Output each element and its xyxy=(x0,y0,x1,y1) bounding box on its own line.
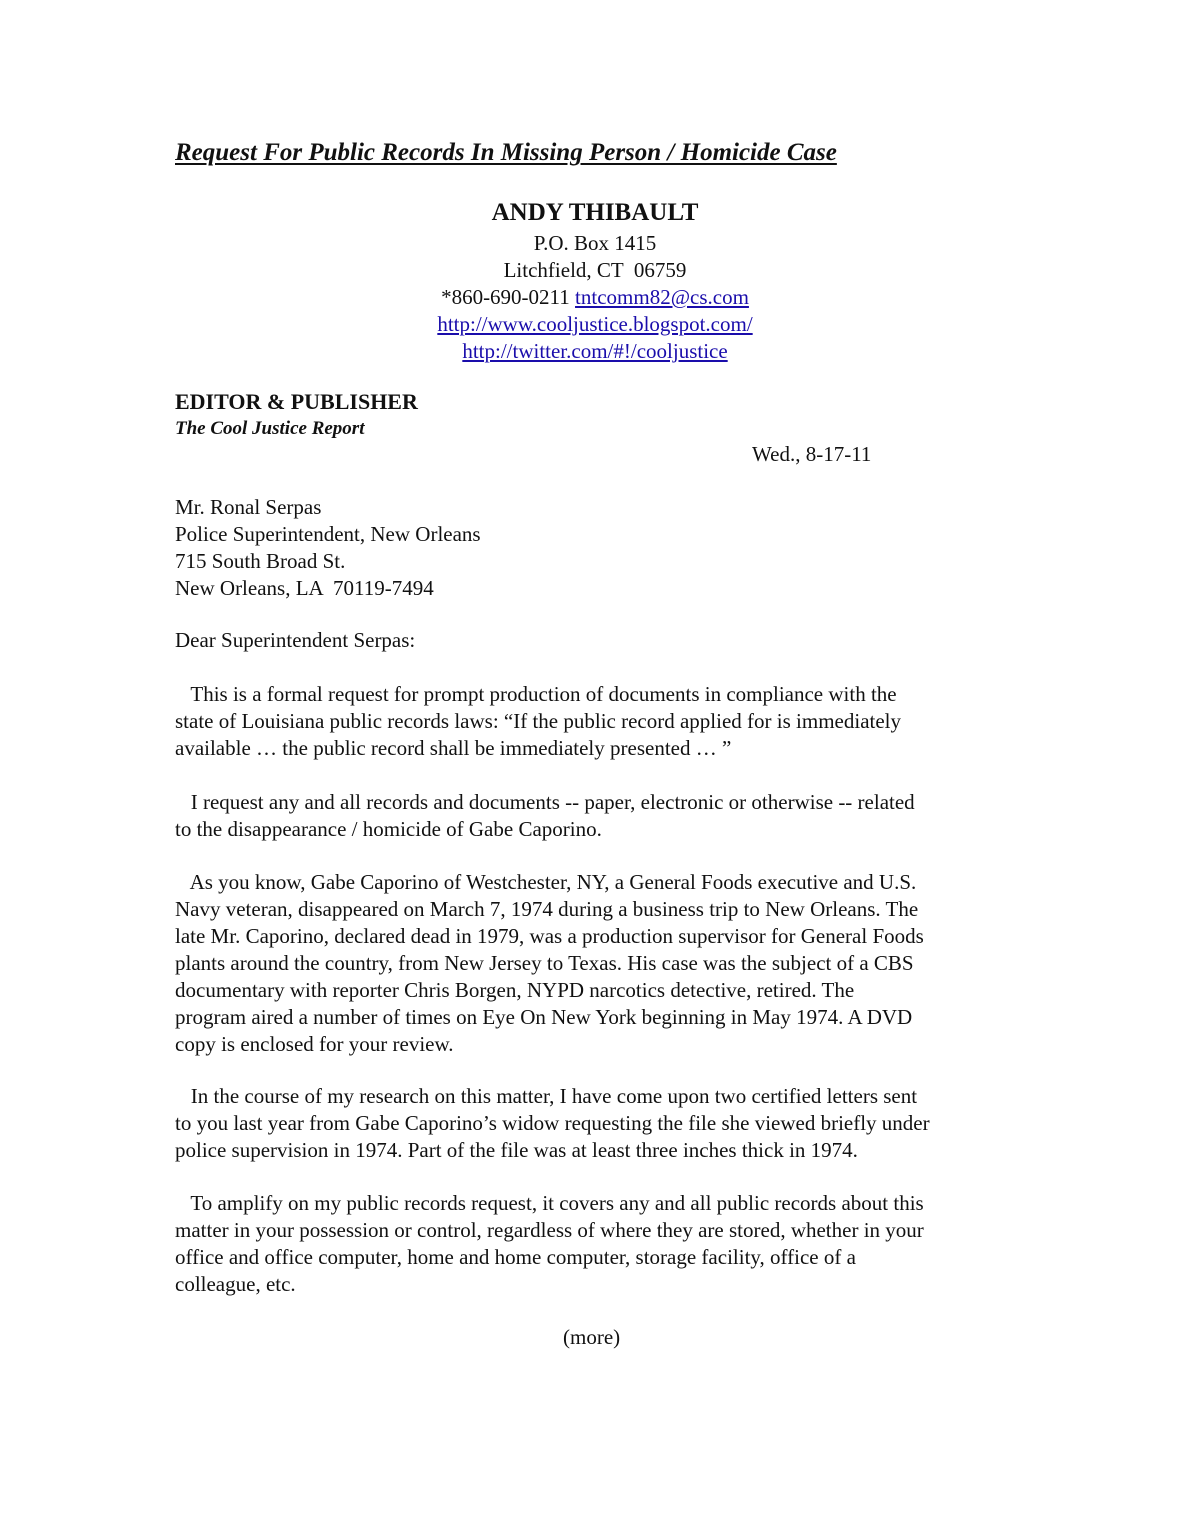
blog-link[interactable]: http://www.cooljustice.blogspot.com/ xyxy=(437,312,753,336)
recipient-title: Police Superintendent, New Orleans xyxy=(175,522,481,546)
text-line: I request any and all records and documents -- paper, electronic or otherwise -- related xyxy=(175,790,915,814)
letter-date: Wed., 8-17-11 xyxy=(752,442,872,466)
text-line: This is a formal request for prompt production of documents in compliance with the xyxy=(175,682,897,706)
paragraph-3 xyxy=(175,869,1025,1058)
letterhead xyxy=(380,196,810,365)
text-line: copy is enclosed for your review. xyxy=(175,1032,454,1056)
text-line: colleague, etc. xyxy=(175,1272,296,1296)
text-line: In the course of my research on this matter, I have come upon two certified letters sent xyxy=(175,1084,918,1108)
sender-role: EDITOR & PUBLISHER xyxy=(175,389,418,414)
sender-email-link[interactable]: tntcomm82@cs.com xyxy=(575,285,749,309)
text-line: to you last year from Gabe Caporino’s widow requesting the file she viewed briefly under xyxy=(175,1111,930,1135)
text-line: To amplify on my public records request, it covers any and all public records about this xyxy=(175,1191,924,1215)
text-line: documentary with reporter Chris Borgen, NYPD narcotics detective, retired. The xyxy=(175,978,855,1002)
continuation-marker: (more) xyxy=(563,1325,621,1349)
text-line: program aired a number of times on Eye On New York beginning in May 1974. A DVD xyxy=(175,1005,913,1029)
text-line: police supervision in 1974. Part of the file was at least three inches thick in 1974. xyxy=(175,1138,858,1162)
publication-name: The Cool Justice Report xyxy=(175,418,365,439)
text-line: available … the public record shall be immediately presented … ” xyxy=(175,736,732,760)
text-line: As you know, Gabe Caporino of Westchester, NY, a General Foods executive and U.S. xyxy=(175,870,917,894)
recipient-street: 715 South Broad St. xyxy=(175,549,346,573)
recipient-name: Mr. Ronal Serpas xyxy=(175,495,322,519)
text-line: state of Louisiana public records laws: “If the public record applied for is immediately xyxy=(175,709,902,733)
recipient-city: New Orleans, LA 70119-7494 xyxy=(175,576,434,600)
recipient-address xyxy=(175,494,481,602)
sender-contact xyxy=(380,284,810,311)
twitter-link[interactable]: http://twitter.com/#!/cooljustice xyxy=(462,339,728,363)
paragraph-4 xyxy=(175,1083,1025,1164)
document-title: Request For Public Records In Missing Person / Homicide Case xyxy=(175,139,837,166)
paragraph-5 xyxy=(175,1190,1025,1298)
text-line: Navy veteran, disappeared on March 7, 1974 during a business trip to New Orleans. The xyxy=(175,897,919,921)
sender-address-line2: Litchfield, CT 06759 xyxy=(503,258,687,282)
paragraph-2 xyxy=(175,789,1025,843)
text-line: plants around the country, from New Jersey to Texas. His case was the subject of a CBS xyxy=(175,951,914,975)
text-line: late Mr. Caporino, declared dead in 1979, was a production supervisor for General Foods xyxy=(175,924,924,948)
salutation: Dear Superintendent Serpas: xyxy=(175,628,416,652)
text-line: office and office computer, home and home computer, storage facility, office of a xyxy=(175,1245,856,1269)
paragraph-1 xyxy=(175,681,1025,762)
sender-phone: *860-690-0211 xyxy=(441,285,570,309)
sender-address-line1: P.O. Box 1415 xyxy=(533,231,657,255)
text-line: matter in your possession or control, regardless of where they are stored, whether in your xyxy=(175,1218,924,1242)
sender-name: ANDY THIBAULT xyxy=(491,199,699,226)
text-line: to the disappearance / homicide of Gabe Caporino. xyxy=(175,817,602,841)
